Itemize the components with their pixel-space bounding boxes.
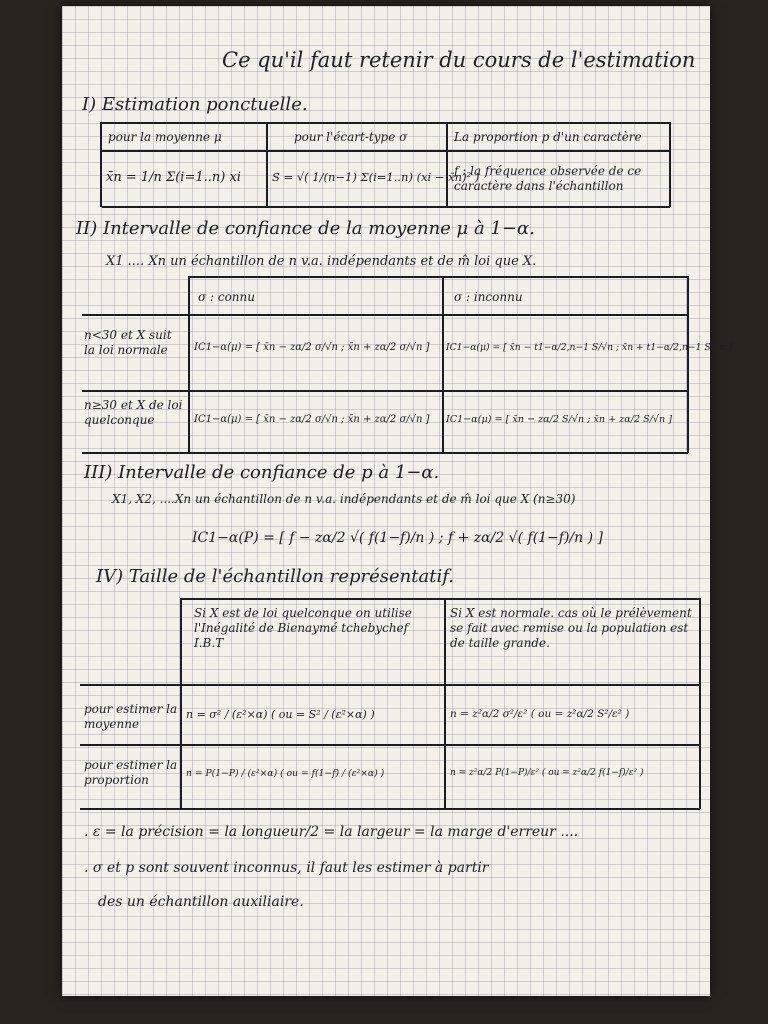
- row-label-estimate-mean: pour estimer la moyenne: [84, 702, 178, 731]
- formula-ic-proportion: IC1−α(P) = [ f − zα/2 √( f(1−f)/n ) ; f + zα/2 √( f(1−f)/n ) ]: [192, 530, 603, 546]
- section-2-heading: II) Intervalle de confiance de la moyenne μ à 1−α.: [76, 218, 535, 239]
- header-std: pour l'écart-type σ: [294, 130, 408, 144]
- header-normal-law: Si X est normale. cas où le prélèvement se fait avec remise ou la population est de taille grande.: [450, 606, 692, 650]
- section-3-heading: III) Intervalle de confiance de p à 1−α.: [84, 462, 440, 483]
- section-2-subtitle: X1 .... Xn un échantillon de n v.a. indépendants et de m̂ loi que X.: [106, 254, 537, 269]
- formula-size-normal-mean: n = z²α/2 σ²/ε² ( ou = z²α/2 S²/ε² ): [450, 708, 630, 720]
- row-label-estimate-proportion: pour estimer la proportion: [84, 758, 178, 787]
- formula-size-ibt-mean: n = σ² / (ε²×α) ( ou = S² / (ε²×α) ): [186, 708, 375, 721]
- formula-ic-unknown-large: IC1−α(μ) = [ x̄n − zα/2 S/√n ; x̄n + zα/2 S/√n ]: [446, 414, 673, 425]
- note-auxiliary-sample: des un échantillon auxiliaire.: [98, 894, 304, 910]
- text-proportion-estimate: f : la fréquence observée de ce caractère dans l'échantillon: [454, 164, 642, 193]
- row-label-any: n≥30 et X de loi quelconque: [84, 398, 183, 427]
- header-mean: pour la moyenne μ: [108, 130, 222, 144]
- header-any-law: Si X est de loi quelconque on utilise l'Inégalité de Bienaymé tchebychef I.B.T: [194, 606, 412, 650]
- formula-ic-unknown-small: IC1−α(μ) = [ x̄n − t1−α/2,n−1 S/√n ; x̄n + t1−α/2,n−1 S/√n ]: [446, 342, 732, 353]
- note-unknown-params: . σ et p sont souvent inconnus, il faut les estimer à partir: [84, 860, 489, 876]
- note-precision: . ε = la précision = la longueur/2 = la largeur = la marge d'erreur ....: [84, 824, 579, 840]
- notebook-page: [62, 6, 732, 996]
- formula-ic-known-large: IC1−α(μ) = [ x̄n − zα/2 σ/√n ; x̄n + zα/2 σ/√n ]: [194, 414, 430, 425]
- section-1-heading: I) Estimation ponctuelle.: [82, 94, 308, 115]
- formula-std-estimate: S = √( 1/(n−1) Σ(i=1..n) (xi − x̄n)² ): [272, 170, 480, 184]
- section-3-subtitle: X1, X2, ....Xn un échantillon de n v.a. indépendants et de m̂ loi que X (n≥30): [112, 492, 576, 506]
- row-label-normal: n<30 et X suit la loi normale: [84, 328, 172, 357]
- formula-ic-known-small: IC1−α(μ) = [ x̄n − zα/2 σ/√n ; x̄n + zα/2 σ/√n ]: [194, 342, 430, 353]
- header-proportion: La proportion p d'un caractère: [454, 130, 642, 144]
- section-4-heading: IV) Taille de l'échantillon représentatif.: [96, 566, 454, 587]
- formula-mean-estimate: x̄n = 1/n Σ(i=1..n) xi: [106, 170, 241, 185]
- header-sigma-unknown: σ : inconnu: [454, 290, 523, 304]
- formula-size-ibt-proportion: n = P(1−P) / (ε²×α) ( ou = f(1−f) / (ε²×α) ): [186, 768, 385, 779]
- page-title: Ce qu'il faut retenir du cours de l'estimation: [222, 48, 696, 72]
- header-sigma-known: σ : connu: [198, 290, 255, 304]
- formula-size-normal-proportion: n = z²α/2 P(1−P)/ε² ( ou = z²α/2 f(1−f)/ε² ): [450, 768, 644, 778]
